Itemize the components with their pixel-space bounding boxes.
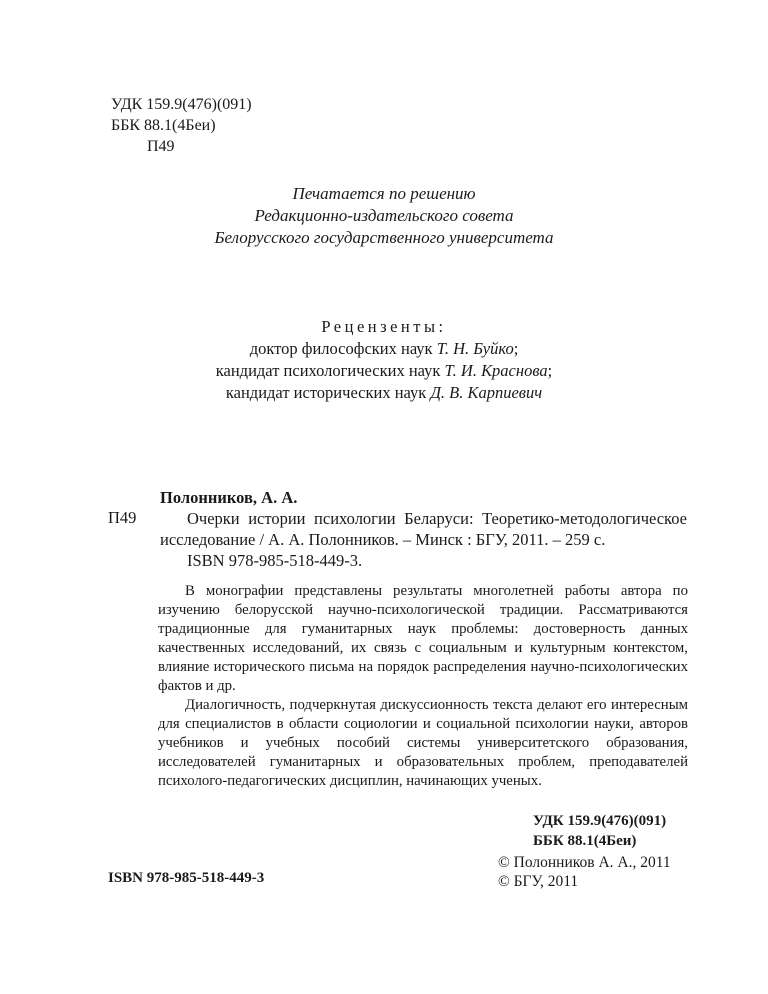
abstract-paragraph-1: В монографии представлены результаты многолетней работы автора по изучению белорусской научно-психологической традиции. Рассматриваются традиционные для гуманитарных наук проблемы: достоверность данных качественных исследований, их связь с социальным и культурным контекстом, влияние исторического письма на порядок распределения научно-психологических фактов и др. [158, 583, 688, 694]
publication-approval [0, 183, 768, 249]
copyright-publisher: © БГУ, 2011 [498, 873, 579, 890]
biblio-author: Полонников, А. А. [160, 488, 298, 507]
approval-line-1: Печатается по решению [292, 184, 476, 203]
approval-line-2: Редакционно-издательского совета [254, 206, 514, 225]
reviewers-block [0, 316, 768, 404]
reviewer-2-name: Т. И. Краснова [444, 361, 548, 380]
reviewer-3-name: Д. В. Карпиевич [430, 383, 543, 402]
reviewer-2-sep: ; [547, 361, 553, 380]
reviewer-2 [0, 360, 768, 382]
isbn-bottom: ISBN 978-985-518-449-3 [108, 870, 265, 886]
udk-block [111, 94, 252, 157]
bibliographic-record [160, 487, 687, 571]
reviewers-heading: Рецензенты: [321, 317, 447, 336]
reviewer-3-title: кандидат исторических наук [225, 383, 431, 402]
abstract [158, 582, 688, 791]
reviewer-1-title: доктор философских наук [249, 339, 437, 358]
copyright-block [498, 853, 671, 891]
reviewer-3 [0, 382, 768, 404]
biblio-isbn: ISBN 978-985-518-449-3. [187, 551, 363, 570]
bbk-bottom-code: ББК 88.1(4Беи) [533, 833, 637, 849]
udk-bottom-code: УДК 159.9(476)(091) [533, 813, 667, 829]
udk-code: УДК 159.9(476)(091) [111, 96, 252, 113]
reviewer-1 [0, 338, 768, 360]
reviewer-1-name: Т. Н. Буйко [436, 339, 514, 358]
author-mark: П49 [147, 138, 175, 155]
biblio-code: П49 [108, 508, 137, 527]
reviewer-2-title: кандидат психологических наук [215, 361, 445, 380]
bbk-code: ББК 88.1(4Беи) [111, 117, 216, 134]
biblio-description: Очерки истории психологии Беларуси: Теоретико-методологическое исследование / А. А. Полонников. – Минск : БГУ, 2011. – 259 с. [160, 509, 687, 549]
approval-line-3: Белорусского государственного университета [214, 228, 554, 247]
copyright-author: © Полонников А. А., 2011 [498, 854, 671, 871]
udk-bottom-block [533, 811, 666, 851]
abstract-paragraph-2: Диалогичность, подчеркнутая дискуссионность текста делают его интересным для специалистов в области социологии и социальной психологии науки, авторов учебников и учебных пособий системы университетского образования, исследователей гуманитарных и образовательных проблем, преподавателей психолого-педагогических дисциплин, начинающих ученых. [158, 697, 688, 789]
reviewer-1-sep: ; [513, 339, 519, 358]
